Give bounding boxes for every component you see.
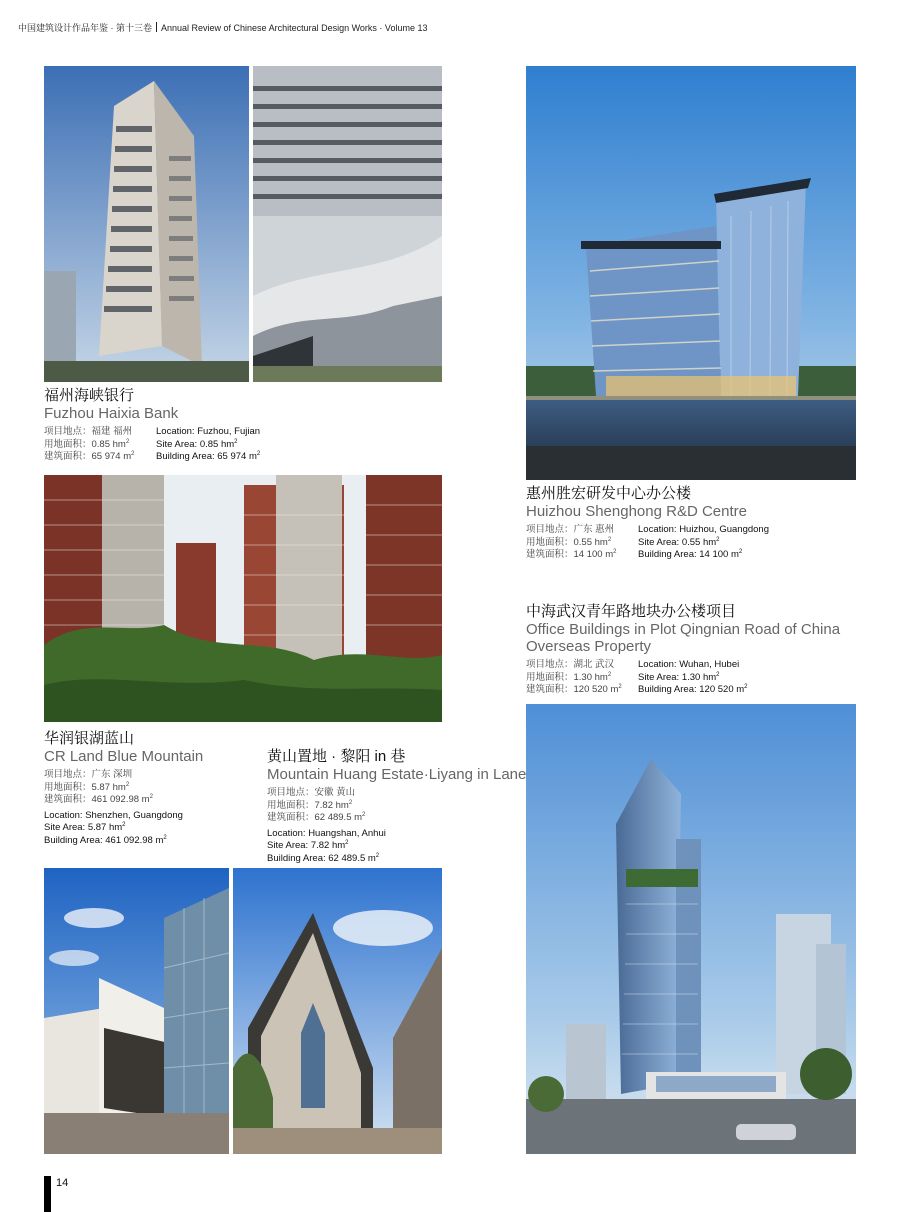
building-area-en: Building Area: 62 489.5 m <box>267 852 376 864</box>
location-en: Location: Fuzhou, Fujian <box>156 426 261 437</box>
site-area-en: Site Area: 0.55 hm <box>638 536 717 548</box>
project-title-en: Huizhou Shenghong R&D Centre <box>526 503 747 520</box>
unit-exponent: 2 <box>607 671 612 678</box>
site-area-en: Site Area: 7.82 hm <box>267 840 346 851</box>
unit-exponent: 2 <box>125 438 130 445</box>
page-number: 14 <box>56 1177 69 1189</box>
site-area-en: Site Area: 5.87 hm <box>44 822 123 833</box>
project-title-cn: 惠州胜宏研发中心办公楼 <box>526 485 692 502</box>
header-cn: 中国建筑设计作品年鉴 · 第十三卷 <box>18 23 152 33</box>
unit-exponent: 2 <box>607 536 612 543</box>
project-crland <box>44 730 203 847</box>
project-title-cn: 中海武汉青年路地块办公楼项目 <box>526 603 737 620</box>
location-en: Location: Shenzhen, Guangdong <box>44 809 183 821</box>
unit-exponent: 2 <box>738 549 743 555</box>
project-title-en: Fuzhou Haixia Bank <box>44 405 179 422</box>
building-area-cn: 建筑面积：62 489.5 m <box>267 812 363 823</box>
location-en: Location: Huizhou, Guangdong <box>638 524 769 535</box>
project-facts <box>44 769 203 847</box>
project-wuhan <box>526 603 840 697</box>
project-facts <box>526 524 769 562</box>
site-area-cn: 用地面积：0.55 hm <box>526 536 608 548</box>
unit-exponent: 2 <box>613 549 617 555</box>
building-area-en: Building Area: 120 520 m <box>638 684 745 695</box>
building-area-cn: 建筑面积：120 520 m <box>526 684 619 695</box>
unit-exponent: 2 <box>348 799 353 806</box>
unit-exponent: 2 <box>256 451 261 457</box>
fuzhou-photo-tower <box>44 66 249 382</box>
site-area-en: Site Area: 1.30 hm <box>638 671 717 683</box>
project-facts <box>526 659 840 697</box>
location-en: Location: Wuhan, Hubei <box>638 659 740 670</box>
project-title-en-line1: Office Buildings in Plot Qingnian Road of China <box>526 621 841 638</box>
unit-exponent: 2 <box>375 852 380 859</box>
huangshan-photo-right <box>233 868 442 1154</box>
site-area-cn: 用地面积：1.30 hm <box>526 671 608 683</box>
huizhou-photo <box>526 66 856 480</box>
building-area-cn: 建筑面积：14 100 m <box>526 549 614 560</box>
fuzhou-photo-detail <box>253 66 442 382</box>
site-area-cn: 用地面积：7.82 hm <box>267 799 349 811</box>
crland-photo <box>44 475 442 722</box>
project-title-en: CR Land Blue Mountain <box>44 748 204 765</box>
running-header <box>18 21 427 34</box>
unit-exponent: 2 <box>125 781 130 788</box>
location-cn: 项目地点：湖北 武汉 <box>526 659 615 670</box>
building-area-en: Building Area: 65 974 m <box>156 451 257 462</box>
unit-exponent: 2 <box>618 684 622 690</box>
unit-exponent: 2 <box>163 834 167 841</box>
huangshan-photo-left <box>44 868 229 1154</box>
location-en: Location: Huangshan, Anhui <box>267 827 386 839</box>
site-area-cn: 用地面积：5.87 hm <box>44 781 126 793</box>
wuhan-photo <box>526 704 856 1154</box>
unit-exponent: 2 <box>234 438 238 445</box>
location-cn: 项目地点：福建 福州 <box>44 426 133 437</box>
header-en: Annual Review of Chinese Architectural Design Works · Volume 13 <box>161 23 428 33</box>
project-title-cn: 华润银湖蓝山 <box>44 730 135 747</box>
location-cn: 项目地点：安徽 黄山 <box>267 787 356 798</box>
unit-exponent: 2 <box>345 840 349 846</box>
project-title-en-line2: Overseas Property <box>526 638 652 655</box>
unit-exponent: 2 <box>131 451 135 457</box>
location-cn: 项目地点：广东 惠州 <box>526 524 615 535</box>
project-facts <box>267 787 526 865</box>
project-huizhou <box>526 485 769 562</box>
project-title-cn: 福州海峡银行 <box>44 387 135 404</box>
unit-exponent: 2 <box>744 684 748 690</box>
project-title-en: Mountain Huang Estate·Liyang in Lane <box>267 766 527 783</box>
header-divider <box>156 22 157 32</box>
unit-exponent: 2 <box>716 671 720 678</box>
site-area-en: Site Area: 0.85 hm <box>156 438 235 450</box>
project-title-cn: 黄山置地 · 黎阳 in 巷 <box>267 748 406 765</box>
building-area-en: Building Area: 14 100 m <box>638 549 739 560</box>
location-cn: 项目地点：广东 深圳 <box>44 769 133 780</box>
site-area-cn: 用地面积：0.85 hm <box>44 438 126 450</box>
unit-exponent: 2 <box>122 822 126 828</box>
unit-exponent: 2 <box>149 794 153 800</box>
building-area-en: Building Area: 461 092.98 m <box>44 834 164 846</box>
building-area-cn: 建筑面积：461 092.98 m <box>44 794 150 805</box>
page-marker-bar <box>44 1176 51 1212</box>
unit-exponent: 2 <box>716 536 720 543</box>
project-facts <box>44 426 260 464</box>
project-huangshan <box>267 748 526 865</box>
unit-exponent: 2 <box>362 812 366 818</box>
project-fuzhou <box>44 387 260 464</box>
building-area-cn: 建筑面积：65 974 m <box>44 451 132 462</box>
